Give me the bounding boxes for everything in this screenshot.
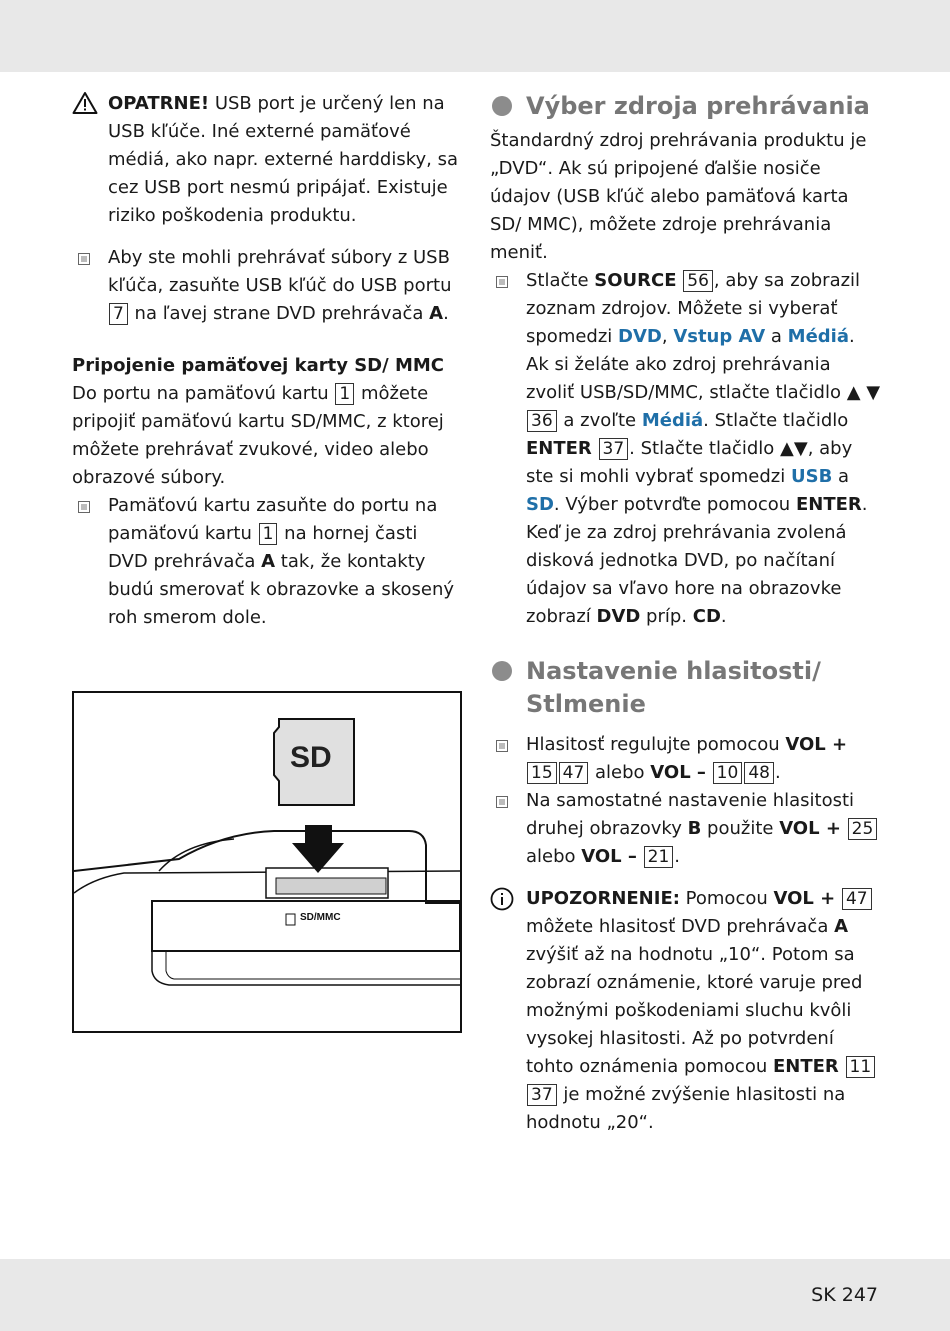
list-item: Hlasitosť regulujte pomocou VOL + 15 47 alebo VOL – 10 48 . bbox=[490, 731, 882, 787]
caution-text: USB port je určený len na USB kľúče. Iné externé pamäťové médiá, ako napr. externé harddisky, sa cez USB port nesmú pripájať. Existuje riziko poškodenia produktu. bbox=[108, 93, 458, 226]
reference-number: 21 bbox=[644, 846, 674, 868]
sd-heading: Pripojenie pamäťovej karty SD/ MMC bbox=[72, 355, 444, 376]
caution-label: OPATRNE! bbox=[108, 93, 210, 114]
source-intro: Štandardný zdroj prehrávania produktu je „DVD“. Ak sú pripojené ďalšie nosiče údajov (USB kľúč alebo pamäťová karta SD/ MMC), môžete zdroje prehrávania meniť. bbox=[490, 130, 867, 263]
section-dot-icon bbox=[492, 96, 512, 116]
header-band bbox=[0, 0, 950, 72]
bullet-square-icon bbox=[496, 740, 508, 752]
reference-number: 56 bbox=[683, 270, 713, 292]
section-heading: Výber zdroja prehrávania bbox=[490, 90, 882, 123]
list-item: Aby ste mohli prehrávať súbory z USB kľúča, zasuňte USB kľúč do USB portu 7 na ľavej strane DVD prehrávača A. bbox=[72, 244, 460, 328]
section-heading: Nastavenie hlasitosti/ Stlmenie bbox=[490, 655, 882, 721]
section-dot-icon bbox=[492, 661, 512, 681]
list-item: Na samostatné nastavenie hlasitosti druhej obrazovky B použite VOL + 25 alebo VOL – 21 . bbox=[490, 787, 882, 871]
reference-number: 47 bbox=[559, 762, 589, 784]
reference-number: 7 bbox=[109, 303, 128, 325]
reference-number: 47 bbox=[842, 888, 872, 910]
reference-number: 37 bbox=[599, 438, 629, 460]
reference-number: 1 bbox=[335, 383, 354, 405]
left-column bbox=[72, 90, 460, 632]
reference-number: 37 bbox=[527, 1084, 557, 1106]
reference-number: 15 bbox=[527, 762, 557, 784]
reference-number: 48 bbox=[744, 762, 774, 784]
list-item: Stlačte SOURCE 56 , aby sa zobrazil zoznam zdrojov. Môžete si vyberať spomedzi DVD, Vstup AV a Médiá. Ak si želáte ako zdroj prehrávania zvoliť USB/SD/MMC, stlačte tlačidlo ▲ ▼ 36 a zvoľte Médiá. Stlačte tlačidlo ENTER 37 . Stlačte tlačidlo ▲▼, aby ste si mohli vybrať spomedzi USB a SD. Výber potvrďte pomocou ENTER. Keď je za zdroj prehrávania zvolená disková jednotka DVD, po načítaní údajov sa vľavo hore na obrazovke zobrazí DVD príp. CD. bbox=[490, 267, 882, 631]
reference-number: 11 bbox=[846, 1056, 876, 1078]
notice-note: UPOZORNENIE: Pomocou VOL + 47 môžete hlasitosť DVD prehrávača A zvýšiť až na hodnotu „10“. Potom sa zobrazí oznámenie, ktoré varuje pred možnými poškodeniami sluchu kvôli vysokej hlasitosti. Až po potvrdení tohto oznámenia pomocou ENTER 11 37 je možné zvýšenie hlasitosti na hodnotu „20“. bbox=[490, 885, 882, 1137]
bullet-square-icon bbox=[78, 253, 90, 265]
right-column bbox=[490, 90, 882, 1137]
reference-number: 25 bbox=[848, 818, 878, 840]
reference-number: 1 bbox=[259, 523, 278, 545]
info-icon bbox=[490, 887, 514, 920]
bullet-square-icon bbox=[496, 276, 508, 288]
bullet-square-icon bbox=[78, 501, 90, 513]
page-number: SK 247 bbox=[811, 1284, 878, 1306]
sd-mmc-port-label: SD/MMC bbox=[300, 912, 341, 923]
footer-band bbox=[0, 1259, 950, 1331]
caution-note bbox=[72, 90, 460, 230]
bullet-square-icon bbox=[496, 796, 508, 808]
reference-number: 36 bbox=[527, 410, 557, 432]
list-item: Pamäťovú kartu zasuňte do portu na pamäťovú kartu 1 na hornej časti DVD prehrávača A tak, že kontakty budú smerovať k obrazovke a skosený roh smerom dole. bbox=[72, 492, 460, 632]
warning-triangle-icon bbox=[72, 91, 98, 124]
reference-number: 10 bbox=[713, 762, 743, 784]
sd-card-figure bbox=[72, 691, 462, 1033]
sd-intro: Do portu na pamäťovú kartu 1 môžete pripojiť pamäťovú kartu SD/MMC, z ktorej môžete prehrávať zvukové, video alebo obrazové súbory. bbox=[72, 383, 444, 488]
sd-card-label: SD bbox=[290, 741, 332, 774]
